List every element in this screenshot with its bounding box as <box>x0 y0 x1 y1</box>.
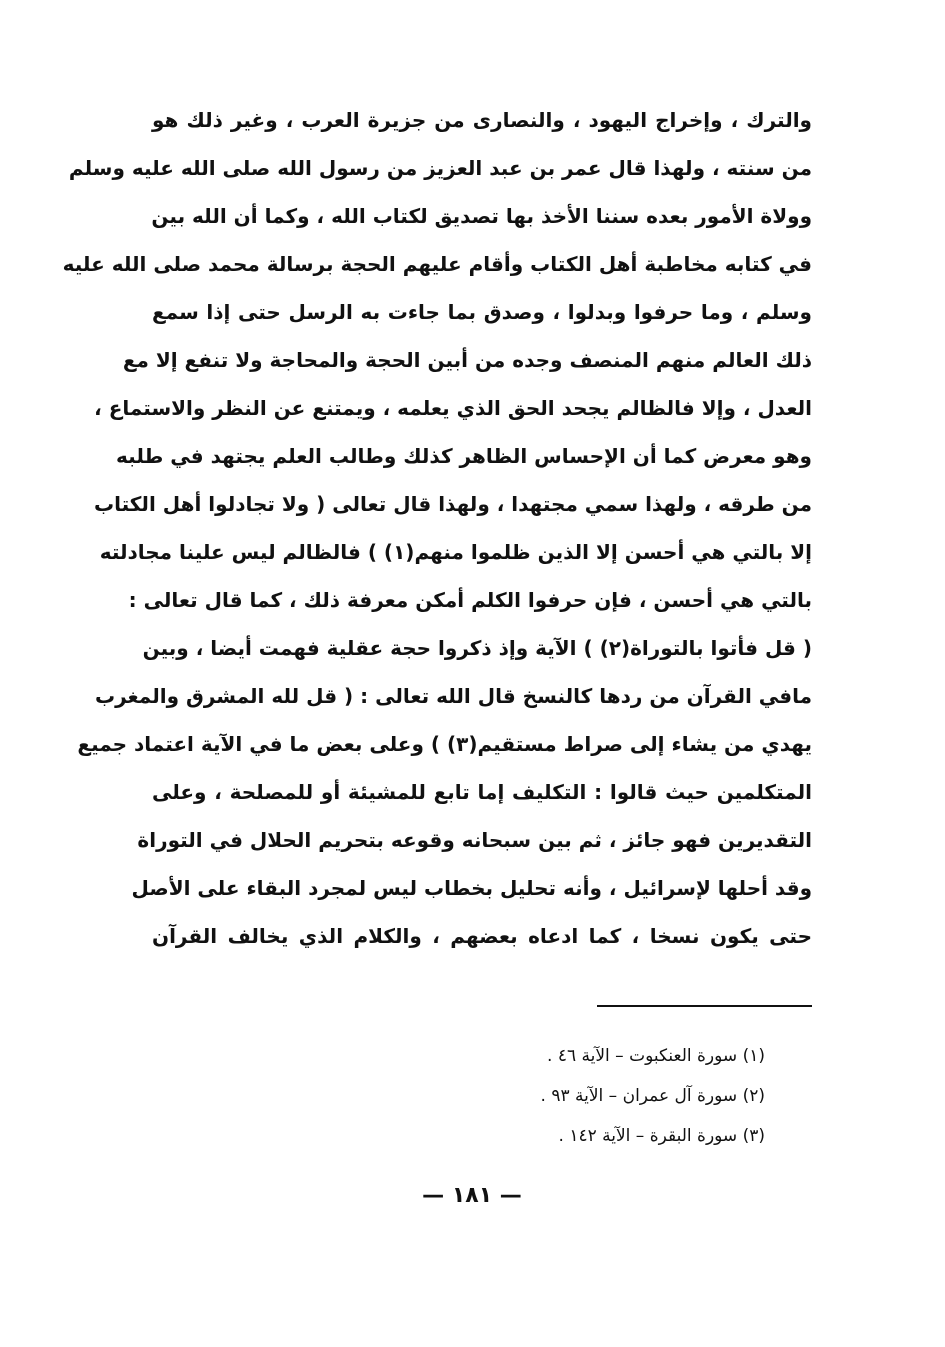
text-line: ذلك العالم منهم المنصف وجده من أبين الحجة والمحاجة ولا تنفع إلا مع <box>122 348 812 372</box>
text-line: يهدي من يشاء إلى صراط مستقيم(٣) ) وعلى بعض ما في الآية اعتماد جميع <box>77 732 812 756</box>
footnote: (٢) سورة آل عمران – الآية ٩٣ . <box>540 1086 765 1106</box>
text-line: في كتابه مخاطبة أهل الكتاب وأقام عليهم الحجة برسالة محمد صلى الله عليه <box>62 252 812 276</box>
page-number: — ١٨١ — <box>422 1183 522 1208</box>
text-line: ( قل فأتوا بالتوراة(٢) ) الآية وإذ ذكروا حجة عقلية فهمت أيضا ، وبين <box>142 636 812 660</box>
footnote-separator <box>597 1005 812 1007</box>
text-line: وقد أحلها لإسرائيل ، وأنه تحليل بخطاب ليس لمجرد البقاء على الأصل <box>131 876 812 900</box>
text-line: بالتي هي أحسن ، فإن حرفوا الكلم أمكن معرفة ذلك ، كما قال تعالى : <box>128 588 812 612</box>
text-line: مافي القرآن من ردها كالنسخ قال الله تعالى : ( قل لله المشرق والمغرب <box>94 684 812 708</box>
text-line: والترك ، وإخراج اليهود ، والنصارى من جزيرة العرب ، وغير ذلك هو <box>152 108 812 132</box>
text-line: وهو معرض كما أن الإحساس الظاهر كذلك وطالب العلم يجتهد في طلبه <box>116 444 812 468</box>
text-line: من طرقه ، ولهذا سمي مجتهدا ، ولهذا قال تعالى ( ولا تجادلوا أهل الكتاب <box>94 492 812 516</box>
text-line: حتى يكون نسخا ، كما ادعاه بعضهم ، والكلام الذي يخالف القرآن <box>152 924 812 948</box>
text-line: وولاة الأمور بعده سننا الأخذ بها تصديق لكتاب الله ، وكما أن الله بين <box>151 204 812 228</box>
text-line: المتكلمين حيث قالوا : التكليف إما تابع للمشيئة أو للمصلحة ، وعلى <box>152 780 812 804</box>
footnote: (٣) سورة البقرة – الآية ١٤٢ . <box>558 1126 765 1146</box>
text-line: إلا بالتي هي أحسن إلا الذين ظلموا منهم(١) ) فالظالم ليس علينا مجادلته <box>99 540 812 564</box>
footnote: (١) سورة العنكبوت – الآية ٤٦ . <box>547 1046 765 1066</box>
body-text <box>62 96 812 960</box>
text-line: التقديرين فهو جائز ، ثم بين سبحانه وقوعه بتحريم الحلال في التوراة <box>137 828 812 852</box>
footnotes <box>420 1036 765 1156</box>
text-line: العدل ، وإلا فالظالم يجحد الحق الذي يعلمه ، ويمتنع عن النظر والاستماع ، <box>94 396 812 420</box>
text-line: من سنته ، ولهذا قال عمر بن عبد العزيز من رسول الله صلى الله عليه وسلم <box>68 156 812 180</box>
text-line: وسلم ، وما حرفوا وبدلوا ، وصدق بما جاءت به الرسل حتى إذا سمع <box>152 300 812 324</box>
